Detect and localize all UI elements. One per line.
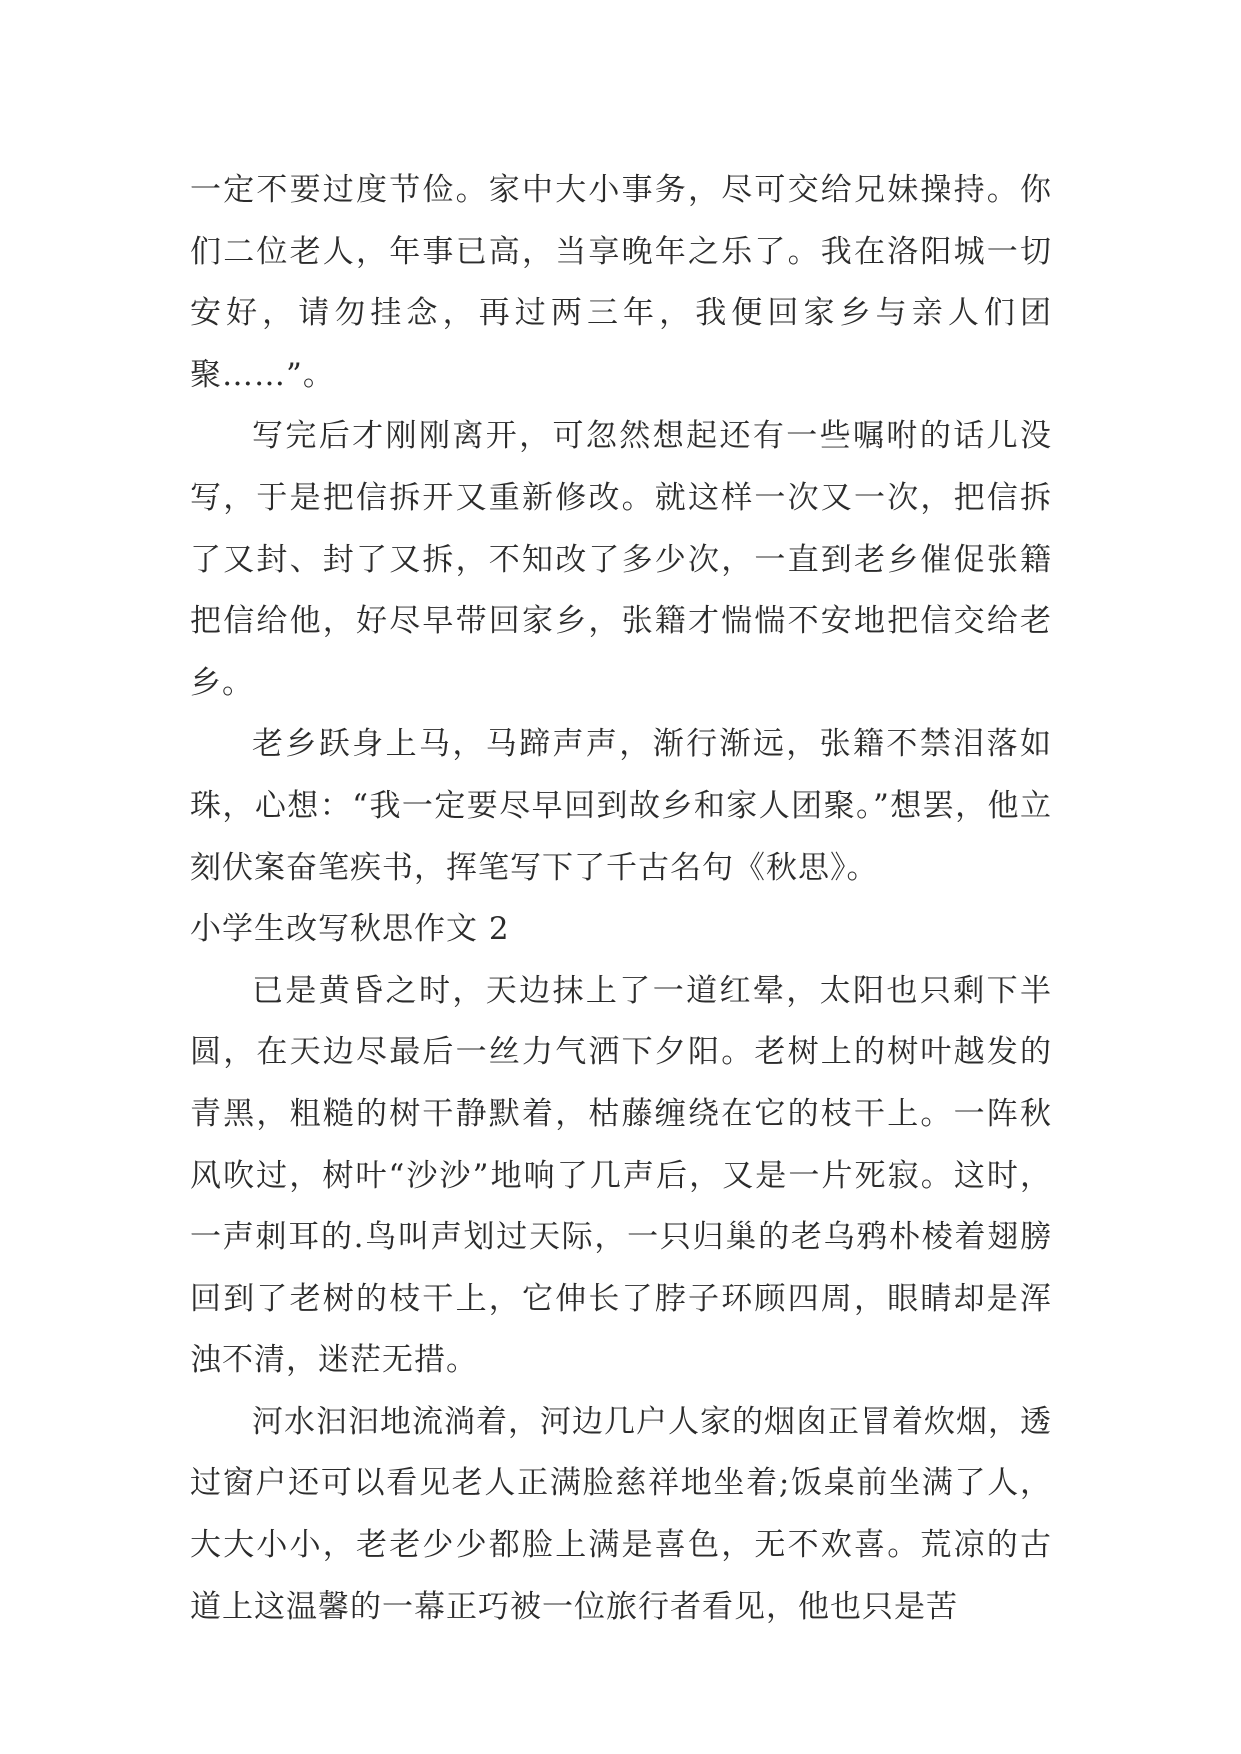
paragraph-letter-ending: 一定不要过度节俭。家中大小事务，尽可交给兄妹操持。你们二位老人，年事已高，当享晚年之乐了。我在洛阳城一切安好，请勿挂念，再过两三年，我便回家乡与亲人们团聚……”。 xyxy=(190,172,1052,393)
document-body xyxy=(190,160,1052,1638)
section-heading: 小学生改写秋思作文 2 xyxy=(190,911,510,948)
paragraph-river-scene: 河水汩汩地流淌着，河边几户人家的烟囱正冒着炊烟，透过窗户还可以看见老人正满脸慈祥地坐着;饭桌前坐满了人，大大小小，老老少少都脸上满是喜色，无不欢喜。荒凉的古道上这温馨的一幕正巧被一位旅行者看见，他也只是苦 xyxy=(190,1403,1052,1625)
paragraph-farewell: 老乡跃身上马，马蹄声声，渐行渐远，张籍不禁泪落如珠，心想：“我一定要尽早回到故乡和家人团聚。”想罢，他立刻伏案奋笔疾书，挥笔写下了千古名句《秋思》。 xyxy=(190,726,1052,886)
paragraph-dusk-scene: 已是黄昏之时，天边抹上了一道红晕，太阳也只剩下半圆，在天边尽最后一丝力气洒下夕阳。老树上的树叶越发的青黑，粗糙的树干静默着，枯藤缠绕在它的枝干上。一阵秋风吹过，树叶“沙沙”地响了几声后，又是一片死寂。这时，一声刺耳的.鸟叫声划过天际，一只归巢的老乌鸦朴棱着翅膀回到了老树的枝干上，它伸长了脖子环顾四周，眼睛却是浑浊不清，迷茫无措。 xyxy=(190,972,1052,1379)
paragraph-rewrite-letter: 写完后才刚刚离开，可忽然想起还有一些嘱咐的话儿没写，于是把信拆开又重新修改。就这样一次又一次，把信拆了又封、封了又拆，不知改了多少次，一直到老乡催促张籍把信给他，好尽早带回家乡，张籍才惴惴不安地把信交给老乡。 xyxy=(190,418,1052,701)
